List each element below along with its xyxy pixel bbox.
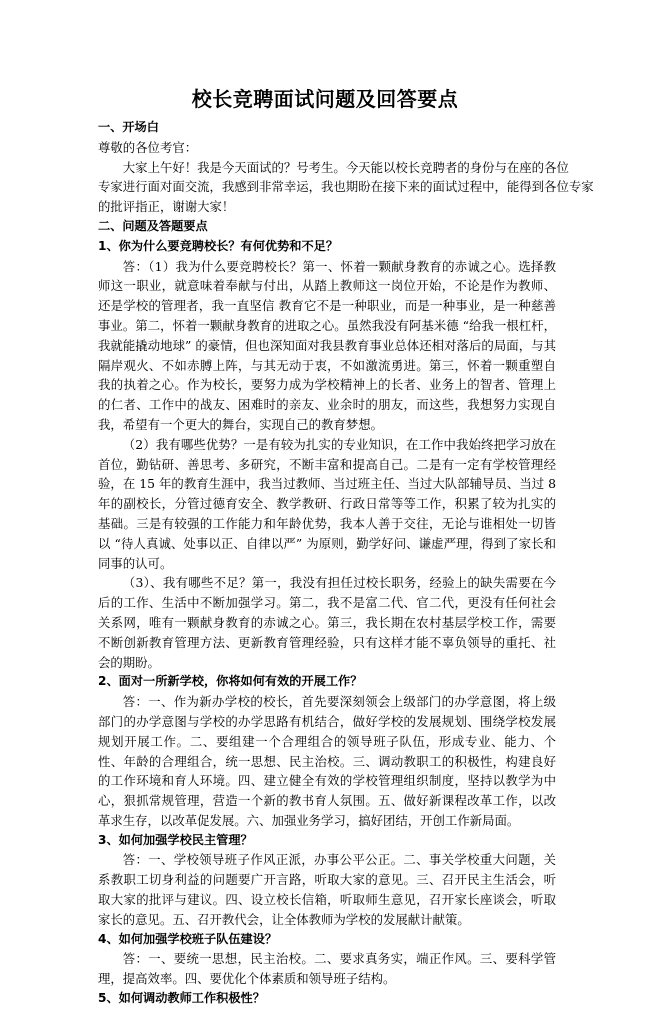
opening-line-2: 专家进行面对面交流，我感到非常幸运，我也期盼在接下来的面试过程中，能得到各位专家 xyxy=(98,179,594,195)
opening-line-3: 的批评指正，谢谢大家！ xyxy=(98,199,235,215)
question-3-answer: 答：一、学校领导班子作风正派，办事公平公正。二、事关学校重大问题，关系教职工切身利益的问题要广开言路，听取大家的意见。三、召开民主生活会，听取大家的批评与建议。四、设立校长信箱，听取师生意见，召开家长座谈会，听取家长的意见。五、召开教代会，让全体教师为学校的发展献计献策。 xyxy=(98,852,556,927)
question-5-heading: 5、如何调动教师工作积极性？ xyxy=(98,991,265,1006)
opening-line-1: 大家上午好！我是今天面试的？号考生。今天能以校长竞聘者的身份与在座的各位 xyxy=(122,159,569,175)
question-1-answer-part-1: 答：（1）我为什么要竞聘校长？第一、怀着一颗献身教育的赤诚之心。选择教师这一职业，就意味着奉献与付出，从踏上教师这一岗位开始，不论是作为教师、还是学校的管理者，我一直坚信 教育它不是一种职业，而是一种事业，是一种慈善事业。第二，怀着一颗献身教育的进取之心。虽然我没有阿基米德 “给我一根杠杆，我就能撬动地球” 的豪情，但也深知面对我县教育事业总体还相对落后的局面，与其隔岸观火、不如赤膊上阵，与其无动于衷，不如激流勇进。第三，怀着一颗重塑自我的执着之心。作为校长，要努力成为学校精神上的长者、业务上的智者、管理上的仁者、工作中的战友、困难时的亲友、业余时的朋友，而这些，我想努力实现自我，希望有一个更大的舞台，实现自己的教育梦想。 xyxy=(98,258,556,432)
section-heading-questions: 二、问题及答题要点 xyxy=(98,218,208,233)
question-1-answer-part-3: （3）、我有哪些不足？第一，我没有担任过校长职务，经验上的缺失需要在今后的工作、生活中不断加强学习。第二，我不是富二代、官二代，更没有任何社会关系网，唯有一颗献身教育的赤诚之心。第三，我长期在农村基层学校工作，需要不断创新教育管理方法、更新教育管理经验，只有这样才能不辜负领导的重托、社会的期盼。 xyxy=(98,575,556,670)
document-title: 校长竞聘面试问题及回答要点 xyxy=(191,87,459,111)
section-heading-opening: 一、开场白 xyxy=(98,120,159,134)
question-3-heading: 3、如何加强学校民主管理？ xyxy=(98,832,253,847)
salutation: 尊敬的各位考官： xyxy=(98,139,198,155)
question-1-heading: 1、你为什么要竞聘校长？有何优势和不足？ xyxy=(98,238,339,253)
question-2-answer: 答：一、作为新办学校的校长，首先要深刻领会上级部门的办学意图，将上级部门的办学意图与学校的办学思路有机结合，做好学校的发展规划、围绕学校发展规划开展工作。二、要组建一个合理组合的领导班子队伍，形成专业、能力、个性、年龄的合理组合，统一思想、民主治校。三、调动教职工的积极性，构建良好的工作环境和育人环境。四、建立健全有效的学校管理组织制度，坚持以教学为中心，狠抓常规管理，营造一个新的教书育人氛围。五、做好新课程改革工作，以改革求生存，以改革促发展。六、加强业务学习，搞好团结，开创工作新局面。 xyxy=(98,694,556,828)
question-4-answer: 答：一、要统一思想，民主治校。二、要求真务实，端正作风。三、要科学管理，提高效率。四、要优化个体素质和领导班子结构。 xyxy=(98,951,556,987)
question-4-heading: 4、如何加强学校班子队伍建设？ xyxy=(98,931,278,946)
document-body xyxy=(98,118,594,1009)
question-1-answer-part-2: （2）我有哪些优势？一是有较为扎实的专业知识，在工作中我始终把学习放在首位，勤钻研、善思考、多研究，不断丰富和提高自己。二是有一定有学校管理经验，在 15 年的教育生涯中，我当过教师、当过班主任、当过大队部辅导员、当过 8 年的副校长，分管过德育安全、教学教研、行政日常等等工作，积累了较为扎实的基础。三是有较强的工作能力和年龄优势，我本人善于交往，无论与谁相处一切皆以 “待人真诚、处事以正、自律以严” 为原则，勤学好问、谦虚严理，得到了家长和同事的认可。 xyxy=(98,436,556,571)
question-2-heading: 2、面对一所新学校，你将如何有效的开展工作？ xyxy=(98,674,363,689)
